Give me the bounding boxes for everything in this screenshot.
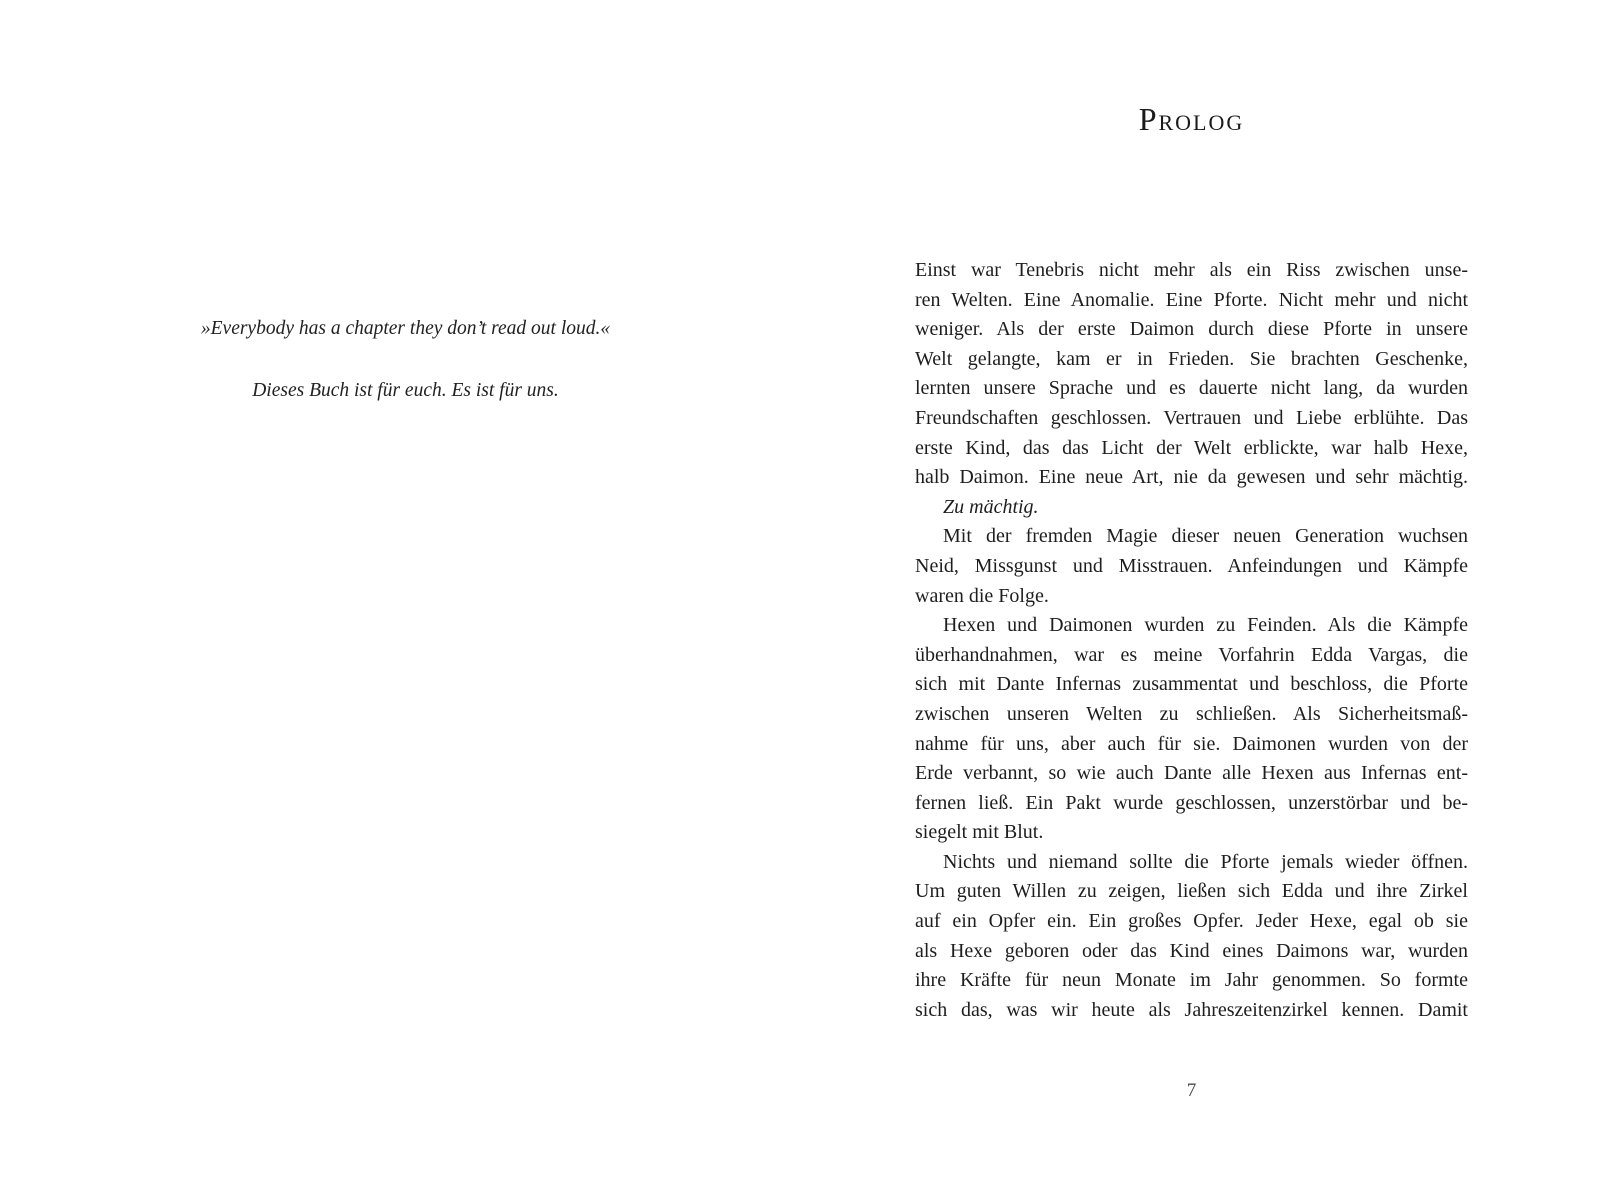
- text-line: Zu mächtig.: [943, 495, 1039, 518]
- text-line: Freundschaften geschlossen. Vertrauen und Liebe erblühte. Das: [915, 406, 1468, 429]
- text-line: nahme für uns, aber auch für sie. Daimonen wurden von der: [915, 732, 1468, 755]
- prologue-body: [915, 256, 1468, 1025]
- text-line: sich das, was wir heute als Jahreszeitenzirkel kennen. Damit: [915, 998, 1468, 1021]
- text-line: ren Welten. Eine Anomalie. Eine Pforte. Nicht mehr und nicht: [915, 288, 1468, 311]
- right-page: [800, 0, 1600, 1186]
- text-line: Neid, Missgunst und Misstrauen. Anfeindungen und Kämpfe: [915, 554, 1468, 577]
- page-number: 7: [1186, 1080, 1197, 1101]
- text-line: Einst war Tenebris nicht mehr als ein Riss zwischen unse-: [915, 259, 1468, 281]
- text-line: Erde verbannt, so wie auch Dante alle Hexen aus Infernas ent-: [915, 762, 1468, 785]
- dedication-text: Dieses Buch ist für euch. Es ist für uns.: [252, 380, 559, 401]
- text-line: Nichts und niemand sollte die Pforte jemals wieder öffnen.: [943, 850, 1468, 873]
- text-line: Hexen und Daimonen wurden zu Feinden. Als die Kämpfe: [943, 614, 1468, 637]
- text-line: erste Kind, das das Licht der Welt erblickte, war halb Hexe,: [915, 436, 1468, 459]
- text-line: als Hexe geboren oder das Kind eines Daimons war, wurden: [915, 939, 1468, 962]
- text-line: sich mit Dante Infernas zusammentat und beschloss, die Pforte: [915, 673, 1468, 696]
- epigraph-quote: »Everybody has a chapter they don’t read out loud.«: [200, 318, 611, 339]
- text-line: Mit der fremden Magie dieser neuen Generation wuchsen: [943, 525, 1468, 548]
- text-line: zwischen unseren Welten zu schließen. Als Sicherheitsmaß-: [915, 702, 1468, 725]
- text-line: überhandnahmen, war es meine Vorfahrin Edda Vargas, die: [915, 643, 1468, 666]
- text-line: Um guten Willen zu zeigen, ließen sich Edda und ihre Zirkel: [915, 880, 1468, 903]
- text-line: ihre Kräfte für neun Monate im Jahr genommen. So formte: [915, 969, 1468, 992]
- text-line: siegelt mit Blut.: [915, 821, 1044, 844]
- chapter-title: Prolog: [1138, 101, 1245, 137]
- text-line: weniger. Als der erste Daimon durch diese Pforte in unsere: [915, 318, 1468, 341]
- text-line: auf ein Opfer ein. Ein großes Opfer. Jeder Hexe, egal ob sie: [915, 910, 1468, 933]
- text-line: lernten unsere Sprache und es dauerte nicht lang, da wurden: [915, 377, 1468, 400]
- text-line: halb Daimon. Eine neue Art, nie da gewesen und sehr mächtig.: [915, 466, 1468, 489]
- text-line: waren die Folge.: [915, 584, 1049, 607]
- text-line: Welt gelangte, kam er in Frieden. Sie brachten Geschenke,: [915, 347, 1468, 370]
- text-line: fernen ließ. Ein Pakt wurde geschlossen, unzerstörbar und be-: [915, 791, 1468, 814]
